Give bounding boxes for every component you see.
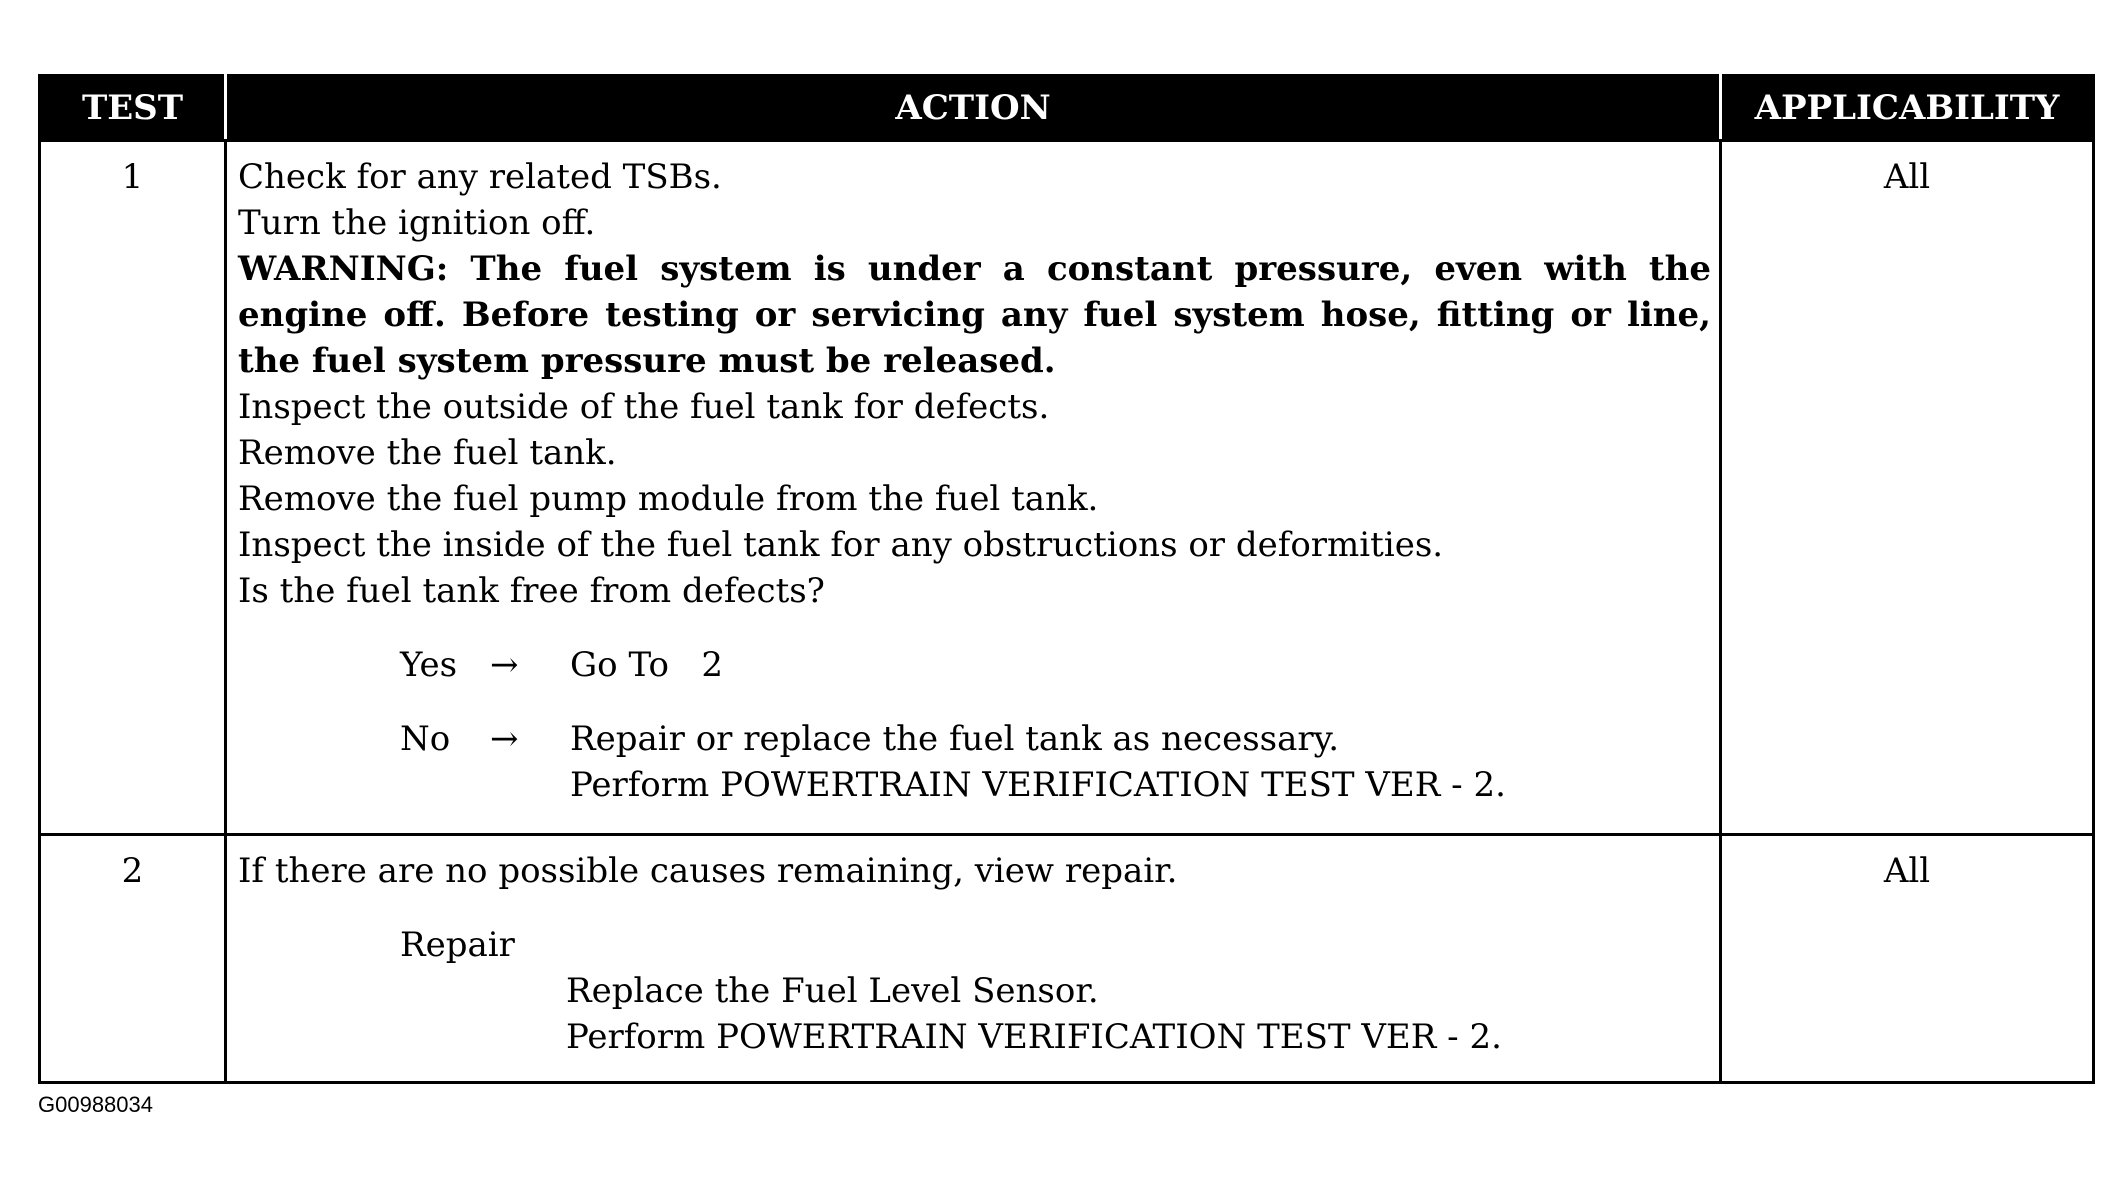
action-cell <box>226 835 1721 1083</box>
table-header-row <box>40 76 2094 141</box>
table-row <box>40 835 2094 1083</box>
repair-step: Replace the Fuel Level Sensor. <box>566 971 1099 1011</box>
warning-text: WARNING: The fuel system is under a constant pressure, even with the engine off. Before testing or servicing any fuel system hose, fitting or line, the fuel system pressure must be released. <box>238 249 1711 381</box>
action-cell <box>226 141 1721 835</box>
arrow-right-icon: → <box>490 719 519 759</box>
diagnostic-test-table <box>38 74 2095 1084</box>
figure-id: G00988034 <box>38 1092 153 1117</box>
choice-text-line: Repair or replace the fuel tank as necessary. <box>570 719 1340 759</box>
repair-step: Perform POWERTRAIN VERIFICATION TEST VER - 2. <box>566 1017 1502 1057</box>
header-test: TEST <box>40 76 226 141</box>
table-row <box>40 141 2094 835</box>
choice-no <box>400 716 1711 808</box>
choice-text: Go To 2 <box>570 645 723 685</box>
action-line: If there are no possible causes remaining, view repair. <box>238 851 1178 891</box>
choice-text-line: Perform POWERTRAIN VERIFICATION TEST VER - 2. <box>570 765 1506 805</box>
choice-text <box>570 716 1506 808</box>
action-line: Turn the ignition off. <box>238 203 596 243</box>
action-line: Inspect the inside of the fuel tank for any obstructions or deformities. <box>238 525 1444 565</box>
action-line: Check for any related TSBs. <box>238 157 722 197</box>
test-number: 2 <box>40 835 226 1083</box>
choices <box>400 642 1711 808</box>
applicability-value: All <box>1721 141 2094 835</box>
action-question: Is the fuel tank free from defects? <box>238 571 825 611</box>
choice-yes <box>400 642 1711 688</box>
test-number: 1 <box>40 141 226 835</box>
repair-label: Repair <box>400 925 515 965</box>
action-line: Remove the fuel tank. <box>238 433 617 473</box>
choice-label: Yes <box>400 645 458 685</box>
header-applicability: APPLICABILITY <box>1721 76 2094 141</box>
action-line: Remove the fuel pump module from the fuel tank. <box>238 479 1099 519</box>
action-line: Inspect the outside of the fuel tank for defects. <box>238 387 1050 427</box>
header-action: ACTION <box>226 76 1721 141</box>
repair-steps <box>566 968 1711 1066</box>
applicability-value: All <box>1721 835 2094 1083</box>
arrow-right-icon: → <box>490 645 519 685</box>
choice-label: No <box>400 719 451 759</box>
